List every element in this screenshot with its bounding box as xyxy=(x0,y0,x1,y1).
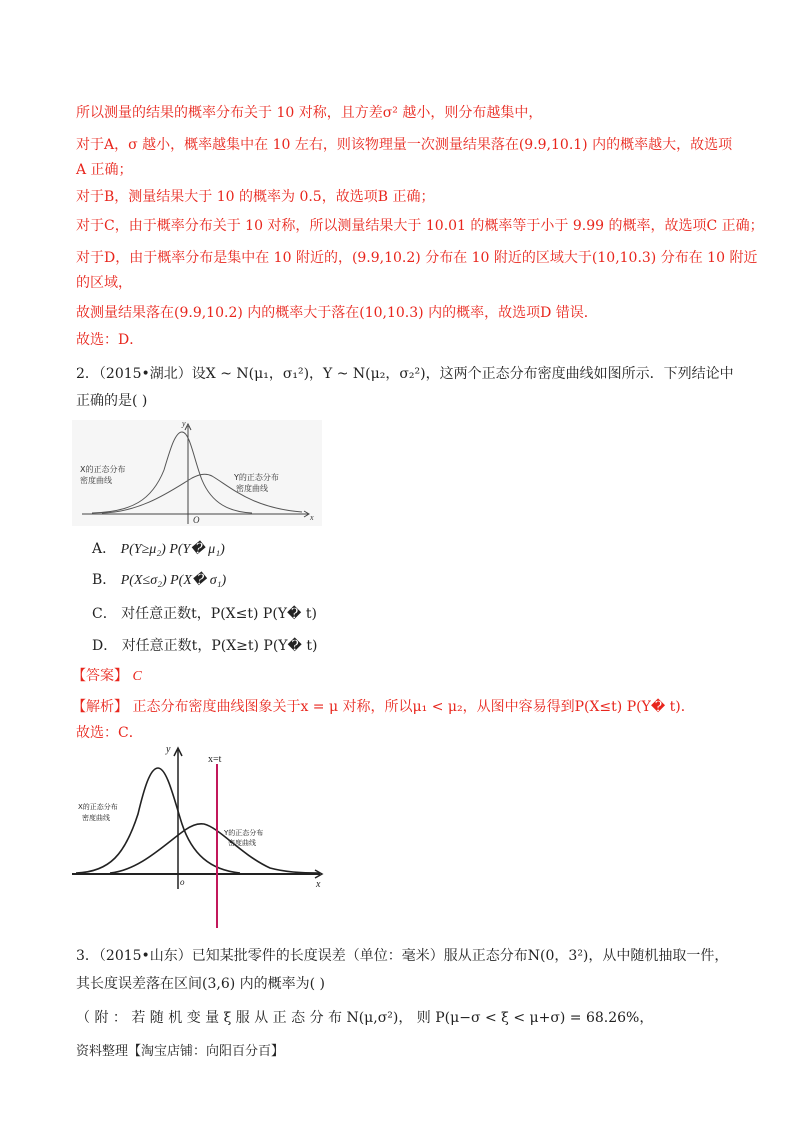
answer-tag: 【答案】 xyxy=(72,668,128,684)
option-d-text: 对任意正数t，P(X≥t) P(Y� t) xyxy=(121,638,318,654)
x-curve-label-2: 密度曲线 xyxy=(80,476,112,485)
option-b xyxy=(92,570,226,591)
x-curve-label-2: 密度曲线 xyxy=(82,814,110,822)
option-c-text: 对任意正数t，P(X≤t) P(Y� t) xyxy=(121,606,317,622)
x-axis-label: x xyxy=(310,513,314,522)
solution-line-9: 故选：D． xyxy=(76,332,144,348)
normal-curves-graph-2 xyxy=(70,744,330,932)
x-axis-label: x xyxy=(316,879,321,890)
y-curve-label-2: 密度曲线 xyxy=(228,839,256,847)
option-c-letter: C． xyxy=(92,606,117,622)
answer-value: C xyxy=(132,669,142,684)
option-d-letter: D． xyxy=(92,638,118,654)
answer-line xyxy=(72,666,142,687)
option-a xyxy=(92,539,225,560)
x-equals-t-label: x=t xyxy=(208,754,222,765)
y-curve-label-2: 密度曲线 xyxy=(236,484,268,493)
origin-label: o xyxy=(180,877,185,887)
solution-line-6: 对于D，由于概率分布是集中在 10 附近的，(9.9,10.2) 分布在 10 附近的区域大于(10,10.3) 分布在 10 附近 xyxy=(76,250,758,266)
y-curve-label-1: Y的正态分布 xyxy=(224,829,264,837)
solution-line-8: 故测量结果落在(9.9,10.2) 内的概率大于落在(10,10.3) 内的概率，故选项D 错误． xyxy=(76,305,598,321)
option-a-letter: A． xyxy=(92,541,117,557)
solution-line-4: 对于B，测量结果大于 10 的概率为 0.5，故选项B 正确； xyxy=(76,189,435,205)
normal-curves-graph-1 xyxy=(72,420,322,526)
solution-line-1: 所以测量的结果的概率分布关于 10 对称，且方差σ² 越小，则分布越集中， xyxy=(76,105,543,121)
question-2-stem-2: 正确的是( ) xyxy=(76,393,148,409)
option-b-letter: B． xyxy=(92,572,117,588)
solution-line-5: 对于C，由于概率分布关于 10 对称，所以测量结果大于 10.01 的概率等于小于 9.99 的概率，故选项C 正确； xyxy=(76,218,764,234)
analysis-tag: 【解析】 xyxy=(72,699,128,715)
origin-label: O xyxy=(193,515,200,525)
question-2-stem-1: 2．（2015•湖北）设X ~ N(μ₁，σ₁²)，Y ~ N(μ₂，σ₂²)，这两个正态分布密度曲线如图所示．下列结论中 xyxy=(76,366,734,382)
question-3-stem-3: （ 附 ： 若 随 机 变 量 ξ 服 从 正 态 分 布 N(μ,σ²)， 则 P(μ−σ < ξ < μ+σ) = 68.26%， xyxy=(76,1010,654,1026)
choose-line: 故选：C． xyxy=(76,725,143,741)
option-c xyxy=(92,604,317,624)
option-a-text: P(Y≥μ₂) P(Y� μ₁) xyxy=(120,542,225,557)
y-curve-label-1: Y的正态分布 xyxy=(234,473,279,482)
solution-line-7: 的区域， xyxy=(76,275,132,291)
x-curve-label-1: X的正态分布 xyxy=(80,465,126,474)
analysis-text: 正态分布密度曲线图象关于x = μ 对称，所以μ₁ < μ₂，从图中容易得到P(X≤t) P(Y� t)． xyxy=(132,699,695,715)
solution-line-3: A 正确； xyxy=(76,162,133,178)
x-curve-label-1: X的正态分布 xyxy=(78,803,118,811)
option-d xyxy=(92,636,317,656)
question-3-stem-2: 其长度误差落在区间(3,6) 内的概率为( ) xyxy=(76,976,326,992)
solution-line-2: 对于A，σ 越小，概率越集中在 10 左右，则该物理量一次测量结果落在(9.9,10.1) 内的概率越大，故选项 xyxy=(76,137,733,153)
y-axis-label: y xyxy=(182,420,186,428)
question-3-stem-1: 3．（2015•山东）已知某批零件的长度误差（单位：毫米）服从正态分布N(0，3²)，从中随机抽取一件， xyxy=(76,948,729,964)
footer-source: 资料整理【淘宝店铺：向阳百分百】 xyxy=(76,1044,285,1059)
y-axis-label: y xyxy=(166,744,171,755)
option-b-text: P(X≤σ₂) P(X� σ₁) xyxy=(120,573,227,588)
analysis-line xyxy=(72,697,695,717)
